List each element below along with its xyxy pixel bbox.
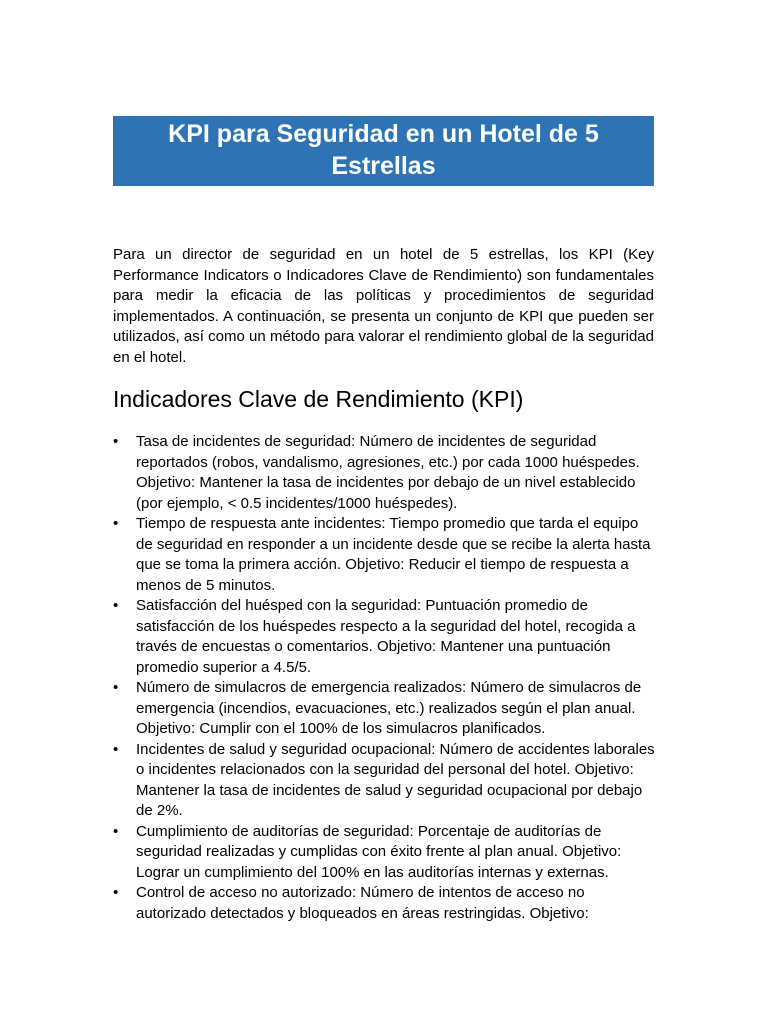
bullet-icon: • [113, 597, 119, 614]
intro-paragraph: Para un director de seguridad en un hotel de 5 estrellas, los KPI (Key Performance Indicators o Indicadores Clave de Rendimiento) son fundamentales para medir la eficacia de las políticas y procedimientos de seguridad implementados. A continuación, se presenta un conjunto de KPI que pueden ser utilizados, así como un método para valorar el rendimiento global de la seguridad en el hotel. [113, 246, 654, 366]
document-title: KPI para Seguridad en un Hotel de 5 Estrellas [168, 120, 599, 180]
kpi-text: Tasa de incidentes de seguridad: Número de incidentes de seguridad reportados (robos, vandalismo, agresiones, etc.) por cada 1000 huéspedes. Objetivo: Mantener la tasa de incidentes por debajo de un nivel establecido (por ejemplo, < 0.5 incidentes/1000 huéspedes). [136, 433, 640, 512]
kpi-text: Tiempo de respuesta ante incidentes: Tiempo promedio que tarda el equipo de seguridad en responder a un incidente desde que se recibe la alerta hasta que se toma la primera acción. Objetivo: Reducir el tiempo de respuesta a menos de 5 minutos. [136, 515, 651, 594]
list-item [113, 432, 658, 514]
kpi-text: Cumplimiento de auditorías de seguridad: Porcentaje de auditorías de seguridad realizadas y cumplidas con éxito frente al plan anual. Objetivo: Lograr un cumplimiento del 100% en las auditorías internas y externas. [136, 822, 622, 881]
list-item [113, 883, 658, 924]
list-item [113, 514, 658, 596]
kpi-text: Número de simulacros de emergencia realizados: Número de simulacros de emergencia (incendios, evacuaciones, etc.) realizados según el plan anual. Objetivo: Cumplir con el 100% de los simulacros planificados. [136, 679, 642, 737]
bullet-icon: • [113, 433, 119, 450]
list-item [113, 678, 658, 740]
list-item [113, 596, 658, 678]
bullet-icon: • [113, 822, 119, 840]
bullet-icon: • [113, 884, 119, 901]
bullet-icon: • [113, 679, 119, 696]
kpi-text: Incidentes de salud y seguridad ocupacional: Número de accidentes laborales o incidentes relacionados con la seguridad del personal del hotel. Objetivo: Mantener la tasa de incidentes de salud y seguridad ocupacional por debajo de 2%. [136, 740, 655, 819]
section-heading: Indicadores Clave de Rendimiento (KPI) [113, 386, 524, 412]
bullet-icon: • [113, 740, 119, 758]
kpi-text: Control de acceso no autorizado: Número de intentos de acceso no autorizado detectados y bloqueados en áreas restringidas. Objetivo: [136, 884, 589, 922]
bullet-icon: • [113, 515, 119, 532]
kpi-text: Satisfacción del huésped con la seguridad: Puntuación promedio de satisfacción de los huéspedes respecto a la seguridad del hotel, recogida a través de encuestas o comentarios. Objetivo: Mantener una puntuación promedio superior a 4.5/5. [136, 597, 636, 676]
title-banner [113, 116, 654, 186]
list-item [113, 740, 658, 822]
kpi-list [113, 432, 658, 924]
list-item [113, 822, 658, 884]
